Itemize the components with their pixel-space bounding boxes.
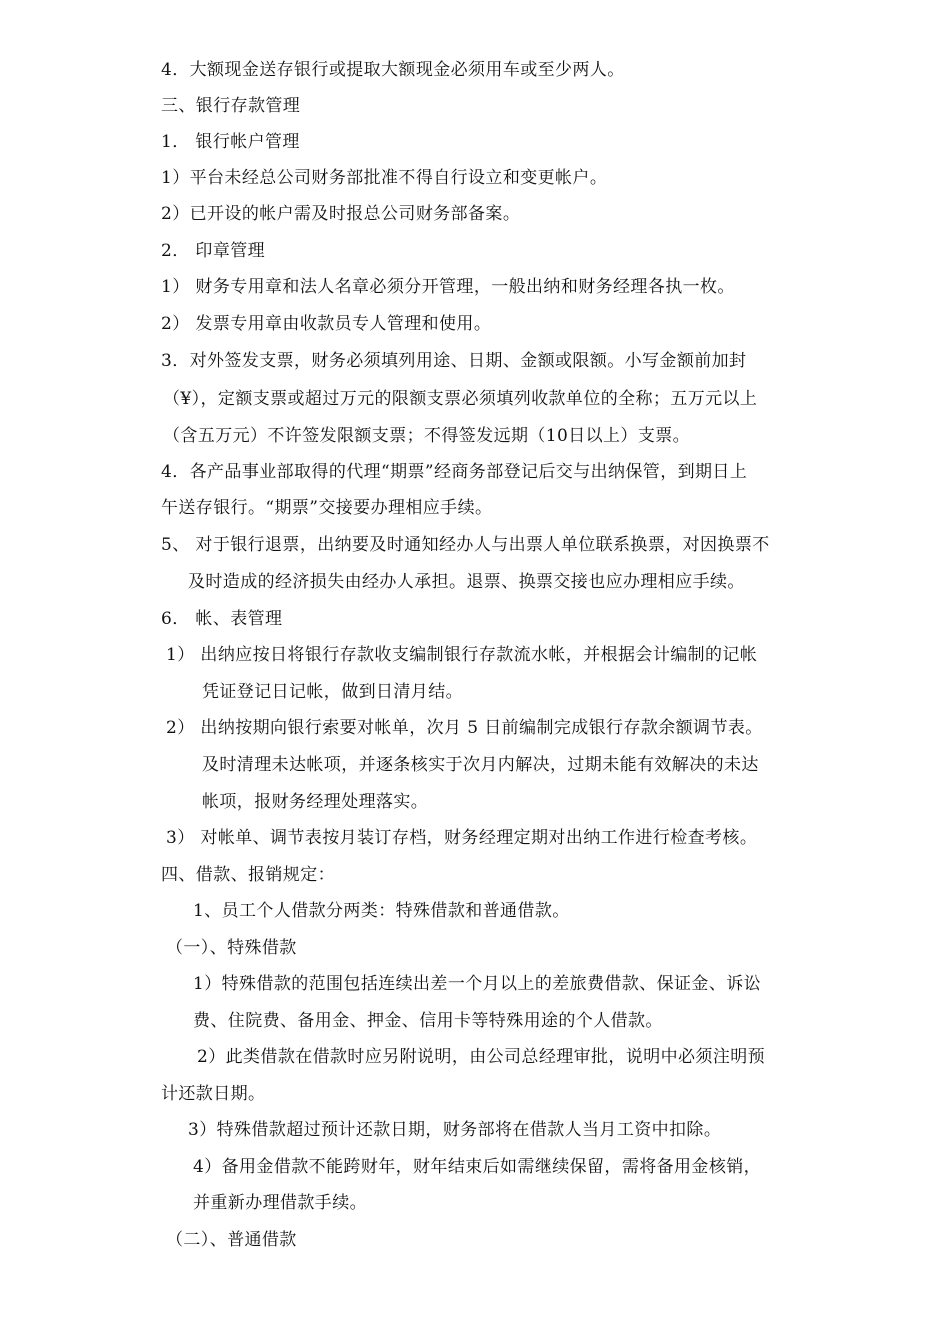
text-line: 3） 对帐单、调节表按月装订存档，财务经理定期对出纳工作进行检查考核。 bbox=[166, 828, 758, 848]
section-heading: 四、借款、报销规定： bbox=[161, 865, 335, 885]
text-line: 2）已开设的帐户需及时报总公司财务部备案。 bbox=[161, 204, 521, 224]
text-line: 凭证登记日记帐，做到日清月结。 bbox=[202, 682, 463, 702]
text-line: 并重新办理借款手续。 bbox=[193, 1193, 367, 1213]
subsection-heading: （二）、普通借款 bbox=[166, 1230, 297, 1250]
text-line: 2）此类借款在借款时应另附说明，由公司总经理审批，说明中必须注明预 bbox=[197, 1047, 766, 1067]
text-line: （含五万元）不许签发限额支票；不得签发远期（10日以上）支票。 bbox=[163, 426, 691, 446]
text-line: 3．对外签发支票，财务必须填列用途、日期、金额或限额。小写金额前加封 bbox=[161, 351, 747, 371]
text-line: 4）备用金借款不能跨财年，财年结束后如需继续保留，需将备用金核销， bbox=[193, 1157, 762, 1177]
text-line: 及时清理未达帐项，并逐条核实于次月内解决，过期未能有效解决的未达 bbox=[202, 755, 759, 775]
text-line: 2） 发票专用章由收款员专人管理和使用。 bbox=[161, 314, 492, 334]
text-line: 1） 出纳应按日将银行存款收支编制银行存款流水帐，并根据会计编制的记帐 bbox=[166, 645, 758, 665]
section-heading: 三、银行存款管理 bbox=[161, 96, 301, 116]
text-line: 4．大额现金送存银行或提取大额现金必须用车或至少两人。 bbox=[161, 60, 625, 80]
text-line: 2） 出纳按期向银行索要对帐单，次月 5 日前编制完成银行存款余额调节表。 bbox=[166, 718, 763, 738]
text-line: 及时造成的经济损失由经办人承担。退票、换票交接也应办理相应手续。 bbox=[188, 572, 745, 592]
subsection-heading: 6． 帐、表管理 bbox=[161, 609, 283, 629]
text-line: 计还款日期。 bbox=[161, 1084, 266, 1104]
text-line: 5、 对于银行退票，出纳要及时通知经办人与出票人单位联系换票，对因换票不 bbox=[161, 535, 770, 555]
text-line: 4．各产品事业部取得的代理“期票”经商务部登记后交与出纳保管，到期日上 bbox=[161, 462, 748, 482]
subsection-heading: 2． 印章管理 bbox=[161, 241, 266, 261]
text-line: （¥），定额支票或超过万元的限额支票必须填列收款单位的全称；五万元以上 bbox=[163, 389, 758, 409]
text-line: 1） 财务专用章和法人名章必须分开管理，一般出纳和财务经理各执一枚。 bbox=[161, 277, 735, 297]
subsection-heading: 1． 银行帐户管理 bbox=[161, 132, 300, 152]
text-line: 午送存银行。“期票”交接要办理相应手续。 bbox=[161, 498, 493, 518]
text-line: 费、住院费、备用金、押金、信用卡等特殊用途的个人借款。 bbox=[193, 1011, 663, 1031]
text-line: 1）平台未经总公司财务部批准不得自行设立和变更帐户。 bbox=[161, 168, 608, 188]
text-line: 1、员工个人借款分两类：特殊借款和普通借款。 bbox=[193, 901, 570, 921]
text-line: 3）特殊借款超过预计还款日期，财务部将在借款人当月工资中扣除。 bbox=[188, 1120, 722, 1140]
text-line: 帐项，报财务经理处理落实。 bbox=[202, 792, 429, 812]
text-line: 1）特殊借款的范围包括连续出差一个月以上的差旅费借款、保证金、诉讼 bbox=[193, 974, 762, 994]
subsection-heading: （一）、特殊借款 bbox=[166, 938, 297, 958]
